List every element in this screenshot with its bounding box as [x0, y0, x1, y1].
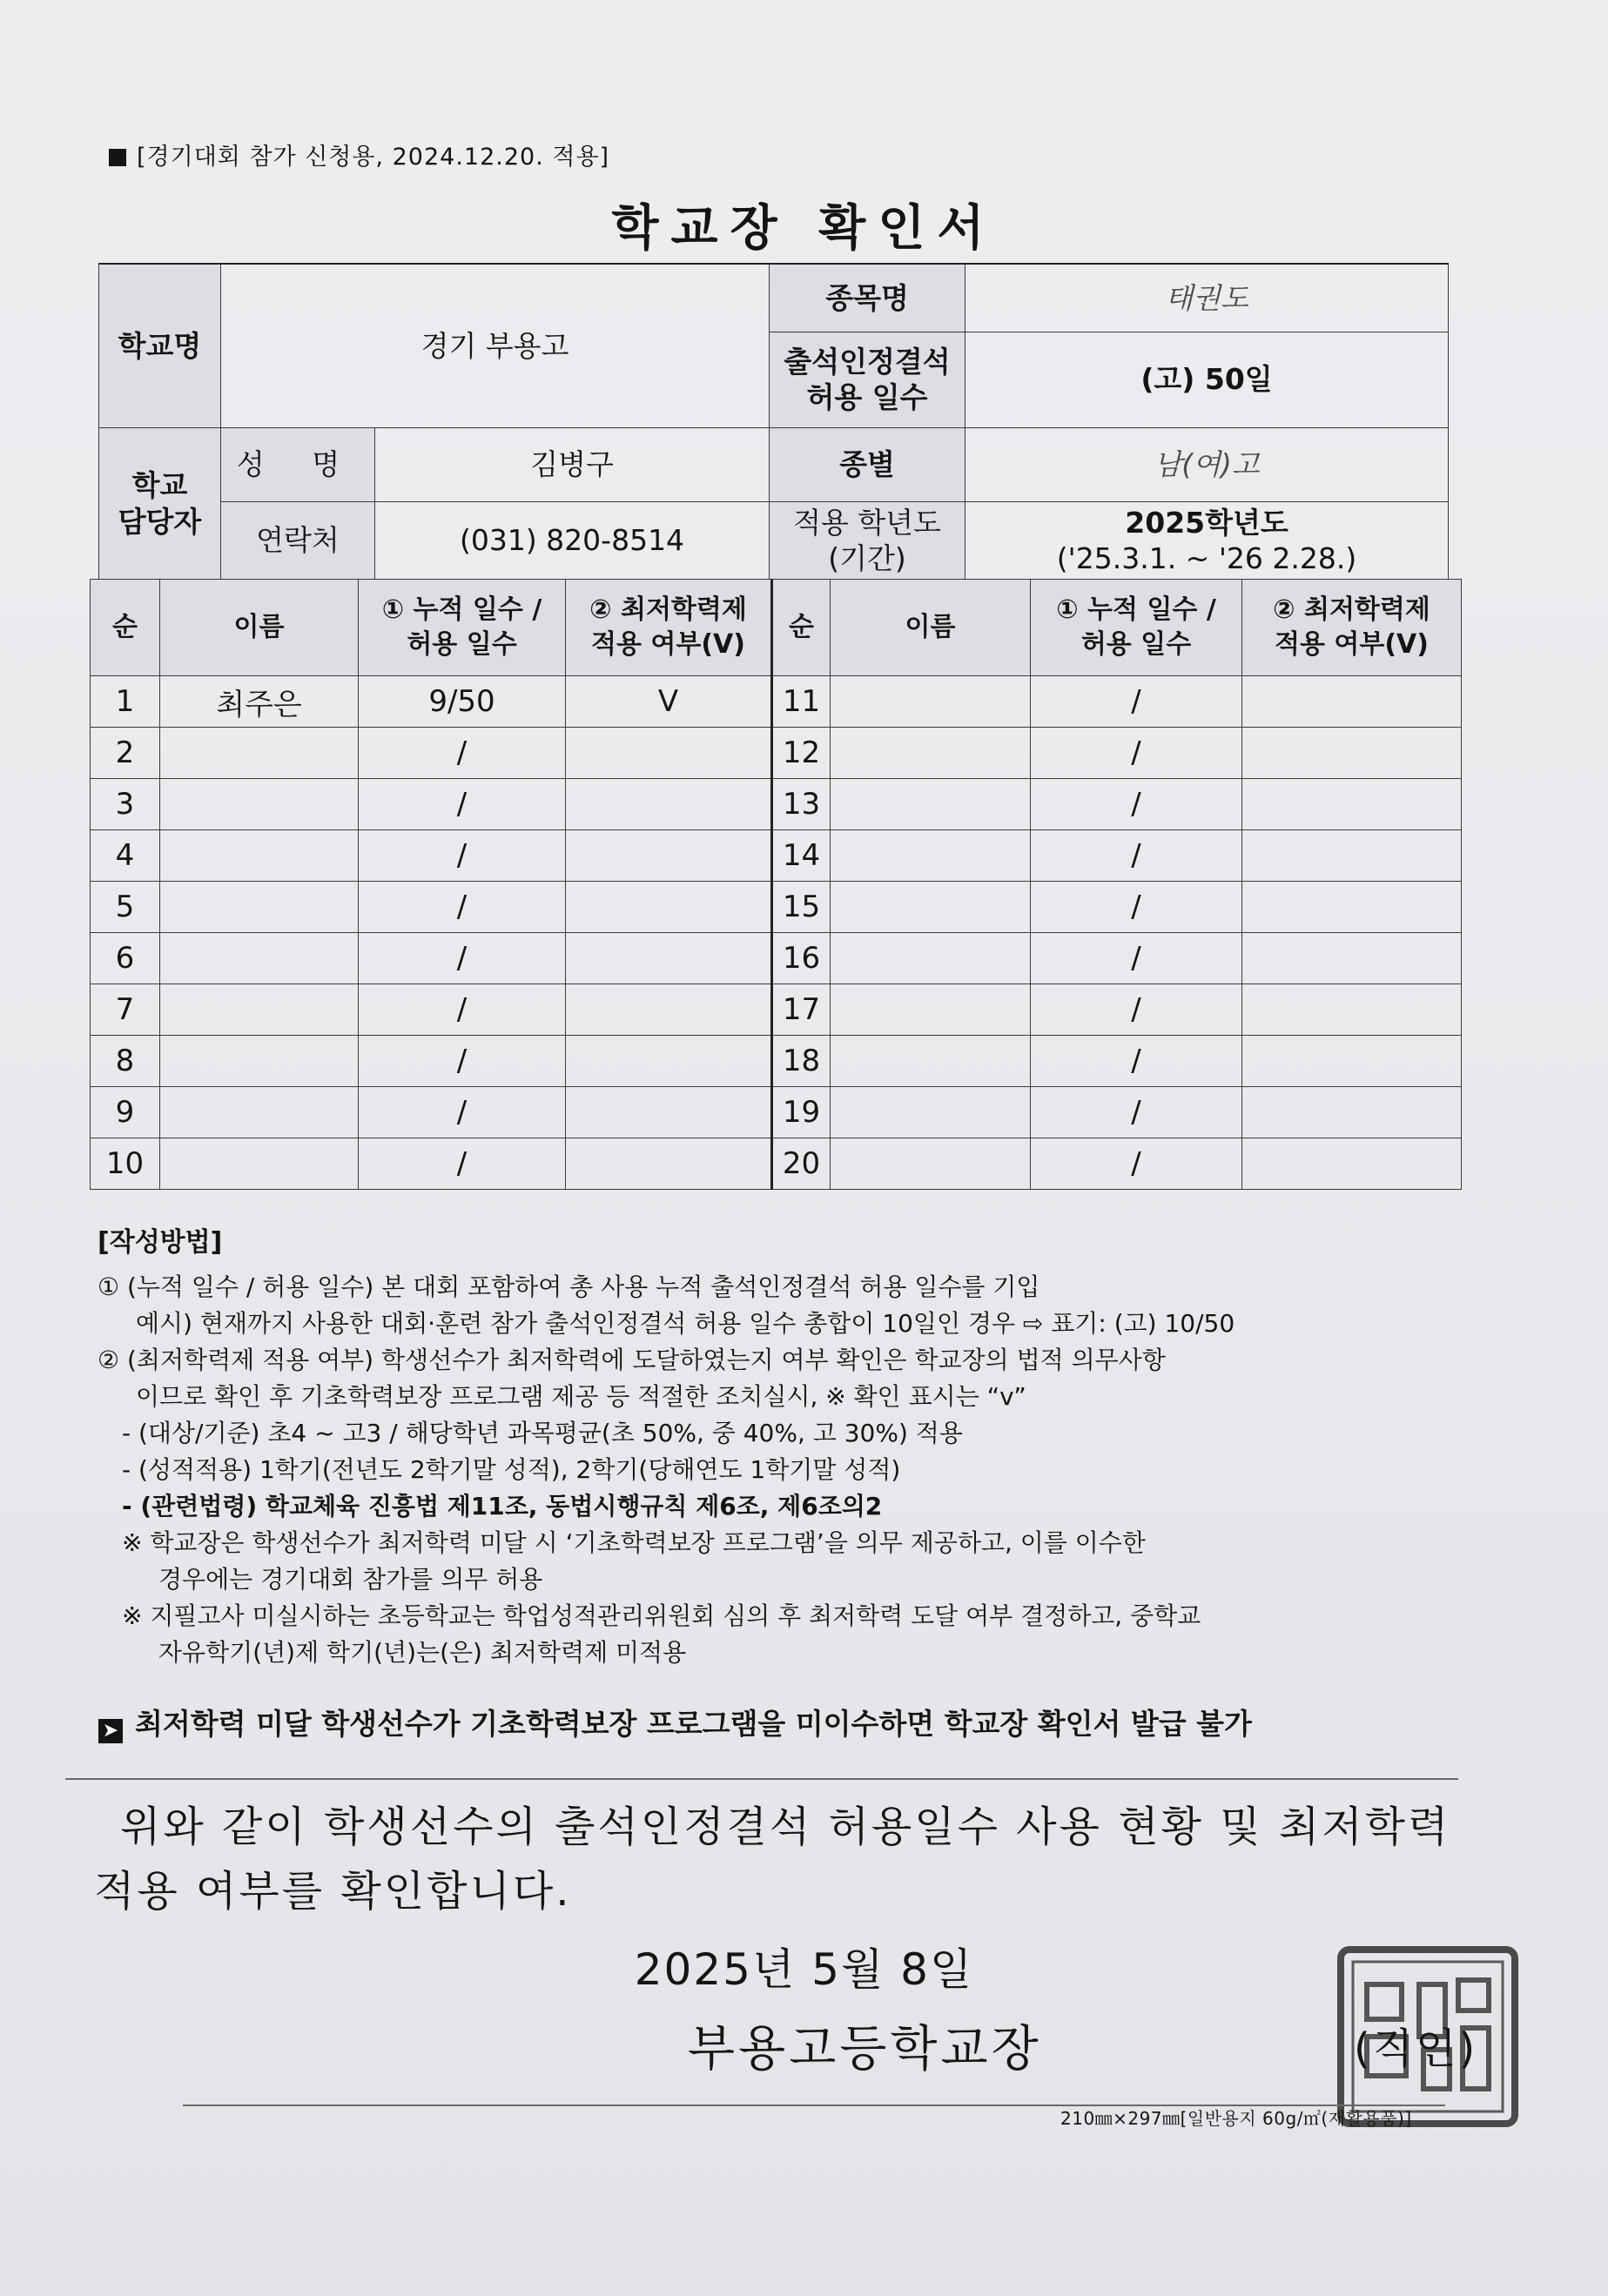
table-row: [91, 676, 1462, 728]
issue-date: 2025년 5월 8일: [634, 1944, 974, 1995]
signer-title: 부용고등학교장: [688, 2021, 1042, 2078]
row-min-check: [1242, 882, 1462, 933]
table-row: [91, 1087, 1462, 1138]
row-days: /: [1031, 830, 1242, 882]
row-min-check: [1242, 728, 1462, 779]
row-min-check: [566, 882, 772, 933]
row-days: /: [1031, 933, 1242, 984]
row-name: [831, 1036, 1031, 1087]
table-row: [91, 933, 1462, 984]
document-title: 학교장 확인서: [611, 200, 997, 257]
row-no: 16: [772, 933, 831, 984]
row-days: /: [1031, 728, 1242, 779]
divider: [65, 1778, 1458, 1780]
event-label: 종목명: [770, 264, 965, 332]
event-value: 태권도: [965, 264, 1449, 332]
row-days: /: [359, 933, 566, 984]
row-no: 14: [772, 830, 831, 882]
row-no: 19: [772, 1087, 831, 1138]
instructions-heading: [작성방법]: [98, 1227, 223, 1258]
row-min-check: [1242, 676, 1462, 728]
official-seal-label: (직인): [1354, 2024, 1478, 2073]
school-info-table: [98, 263, 1449, 581]
row-days: /: [359, 1036, 566, 1087]
row-name: [831, 779, 1031, 830]
manager-label: 학교 담당자: [99, 427, 221, 580]
row-min-check: [1242, 933, 1462, 984]
table-row: [91, 779, 1462, 830]
row-min-check: [566, 984, 772, 1036]
square-bullet-icon: [109, 149, 126, 166]
table-row: [91, 984, 1462, 1036]
form-usage-note: [경기대회 참가 신청용, 2024.12.20. 적용]: [109, 138, 609, 171]
row-days: /: [359, 779, 566, 830]
row-name: [831, 933, 1031, 984]
row-min-check: [566, 830, 772, 882]
instruction-line: 이므로 확인 후 기초학력보장 프로그램 제공 등 적절한 조치실시, ※ 확인 표시는 “v”: [136, 1382, 1026, 1411]
instruction-line: ※ 학교장은 학생선수가 최저학력 미달 시 ‘기초학력보장 프로그램’을 의무 제공하고, 이를 이수한: [122, 1528, 1146, 1557]
col-days-header: ① 누적 일수 / 허용 일수: [359, 580, 566, 676]
year-label: 적용 학년도 (기간): [770, 501, 965, 580]
row-no: 4: [91, 830, 160, 882]
row-days: /: [1031, 1087, 1242, 1138]
confirmation-statement: 위와 같이 학생선수의 출석인정결석 허용일수 사용 현황 및 최저학력 적용 여부를 확인합니다.: [94, 1803, 1451, 1917]
school-value: 경기 부용고: [221, 264, 770, 427]
row-no: 10: [91, 1138, 160, 1190]
row-no: 2: [91, 728, 160, 779]
row-min-check: [1242, 830, 1462, 882]
row-name: [160, 933, 359, 984]
instruction-line: 자유학기(년)제 학기(년)는(은) 최저학력제 미적용: [158, 1638, 687, 1667]
col-no-header-right: 순: [772, 580, 831, 676]
col-min-header-right: ② 최저학력제 적용 여부(V): [1242, 580, 1462, 676]
row-min-check: [1242, 1036, 1462, 1087]
row-days: /: [359, 830, 566, 882]
row-name: [831, 882, 1031, 933]
instruction-line: - (성적적용) 1학기(전년도 2학기말 성적), 2학기(당해연도 1학기말 성적): [122, 1455, 901, 1484]
col-name-header-right: 이름: [831, 580, 1031, 676]
row-name: [831, 984, 1031, 1036]
row-name: [160, 984, 359, 1036]
row-days: /: [359, 728, 566, 779]
row-min-check: [566, 933, 772, 984]
col-no-header: 순: [91, 580, 160, 676]
row-no: 6: [91, 933, 160, 984]
row-days: /: [1031, 984, 1242, 1036]
allowed-days-value: (고) 50일: [965, 332, 1449, 427]
paper-spec-footer: 210㎜×297㎜[일반용지 60g/㎡(재활용품)]: [1060, 2108, 1412, 2129]
row-days: /: [1031, 779, 1242, 830]
instruction-line: 경우에는 경기대회 참가를 의무 허용: [158, 1565, 543, 1594]
row-min-check: [566, 1138, 772, 1190]
year-value: 2025학년도 ('25.3.1. ~ '26 2.28.): [965, 501, 1449, 580]
gender-label: 종별: [770, 427, 965, 501]
row-days: /: [1031, 1138, 1242, 1190]
row-no: 17: [772, 984, 831, 1036]
manager-name-value: 김병구: [375, 427, 770, 501]
row-min-check: [1242, 779, 1462, 830]
arrow-box-icon: ➤: [98, 1719, 123, 1743]
row-days: /: [359, 1138, 566, 1190]
row-days: /: [359, 882, 566, 933]
row-no: 12: [772, 728, 831, 779]
instruction-line: - (관련법령) 학교체육 진흥법 제11조, 동법시행규칙 제6조, 제6조의2: [122, 1492, 883, 1521]
row-name: [160, 882, 359, 933]
row-min-check: [566, 779, 772, 830]
instruction-line: ① (누적 일수 / 허용 일수) 본 대회 포함하여 총 사용 누적 출석인정결석 허용 일수를 기입: [98, 1272, 1040, 1301]
name-label: 성 명: [221, 427, 375, 501]
row-name: [831, 1087, 1031, 1138]
row-name: [831, 1138, 1031, 1190]
col-min-header: ② 최저학력제 적용 여부(V): [566, 580, 772, 676]
instruction-line: ※ 지필고사 미실시하는 초등학교는 학업성적관리위원회 심의 후 최저학력 도달 여부 결정하고, 중학교: [122, 1601, 1201, 1630]
table-row: [91, 882, 1462, 933]
row-min-check: [566, 1087, 772, 1138]
row-min-check: V: [566, 676, 772, 728]
row-name: [160, 1087, 359, 1138]
issuance-warning: ➤ 최저학력 미달 학생선수가 기초학력보장 프로그램을 미이수하면 학교장 확인서 발급 불가: [98, 1702, 1252, 1743]
instruction-line: 예시) 현재까지 사용한 대회·훈련 참가 출석인정결석 허용 일수 총합이 10일인 경우 ⇨ 표기: (고) 10/50: [136, 1309, 1235, 1338]
row-no: 13: [772, 779, 831, 830]
row-name: [160, 728, 359, 779]
row-name: [831, 728, 1031, 779]
row-days: 9/50: [359, 676, 566, 728]
row-no: 20: [772, 1138, 831, 1190]
row-days: /: [1031, 1036, 1242, 1087]
row-no: 11: [772, 676, 831, 728]
row-days: /: [359, 1087, 566, 1138]
row-name: [160, 1138, 359, 1190]
row-no: 18: [772, 1036, 831, 1087]
contact-value: (031) 820-8514: [375, 501, 770, 580]
row-no: 1: [91, 676, 160, 728]
row-no: 7: [91, 984, 160, 1036]
row-name: 최주은: [160, 676, 359, 728]
instruction-line: - (대상/기준) 초4 ~ 고3 / 해당학년 과목평균(초 50%, 중 40%, 고 30%) 적용: [122, 1419, 963, 1447]
row-name: [831, 830, 1031, 882]
col-days-header-right: ① 누적 일수 / 허용 일수: [1031, 580, 1242, 676]
row-name: [831, 676, 1031, 728]
row-no: 9: [91, 1087, 160, 1138]
row-name: [160, 830, 359, 882]
row-no: 5: [91, 882, 160, 933]
table-row: [91, 830, 1462, 882]
row-no: 8: [91, 1036, 160, 1087]
allowed-days-label: 출석인정결석 허용 일수: [770, 332, 965, 427]
row-no: 15: [772, 882, 831, 933]
school-label: 학교명: [99, 264, 221, 427]
row-no: 3: [91, 779, 160, 830]
row-min-check: [566, 1036, 772, 1087]
roster-header-row: [91, 580, 1462, 676]
student-roster-table: [90, 579, 1462, 1190]
row-days: /: [359, 984, 566, 1036]
instruction-line: ② (최저학력제 적용 여부) 학생선수가 최저학력에 도달하였는지 여부 확인은 학교장의 법적 의무사항: [98, 1346, 1166, 1374]
table-row: [91, 728, 1462, 779]
row-days: /: [1031, 676, 1242, 728]
col-name-header: 이름: [160, 580, 359, 676]
writing-instructions: [98, 1223, 1473, 1671]
row-min-check: [1242, 1087, 1462, 1138]
table-row: [91, 1036, 1462, 1087]
gender-value: 남(여)고: [965, 427, 1449, 501]
table-row: [91, 1138, 1462, 1190]
row-name: [160, 1036, 359, 1087]
contact-label: 연락처: [221, 501, 375, 580]
row-min-check: [566, 728, 772, 779]
row-days: /: [1031, 882, 1242, 933]
row-min-check: [1242, 1138, 1462, 1190]
row-min-check: [1242, 984, 1462, 1036]
row-name: [160, 779, 359, 830]
